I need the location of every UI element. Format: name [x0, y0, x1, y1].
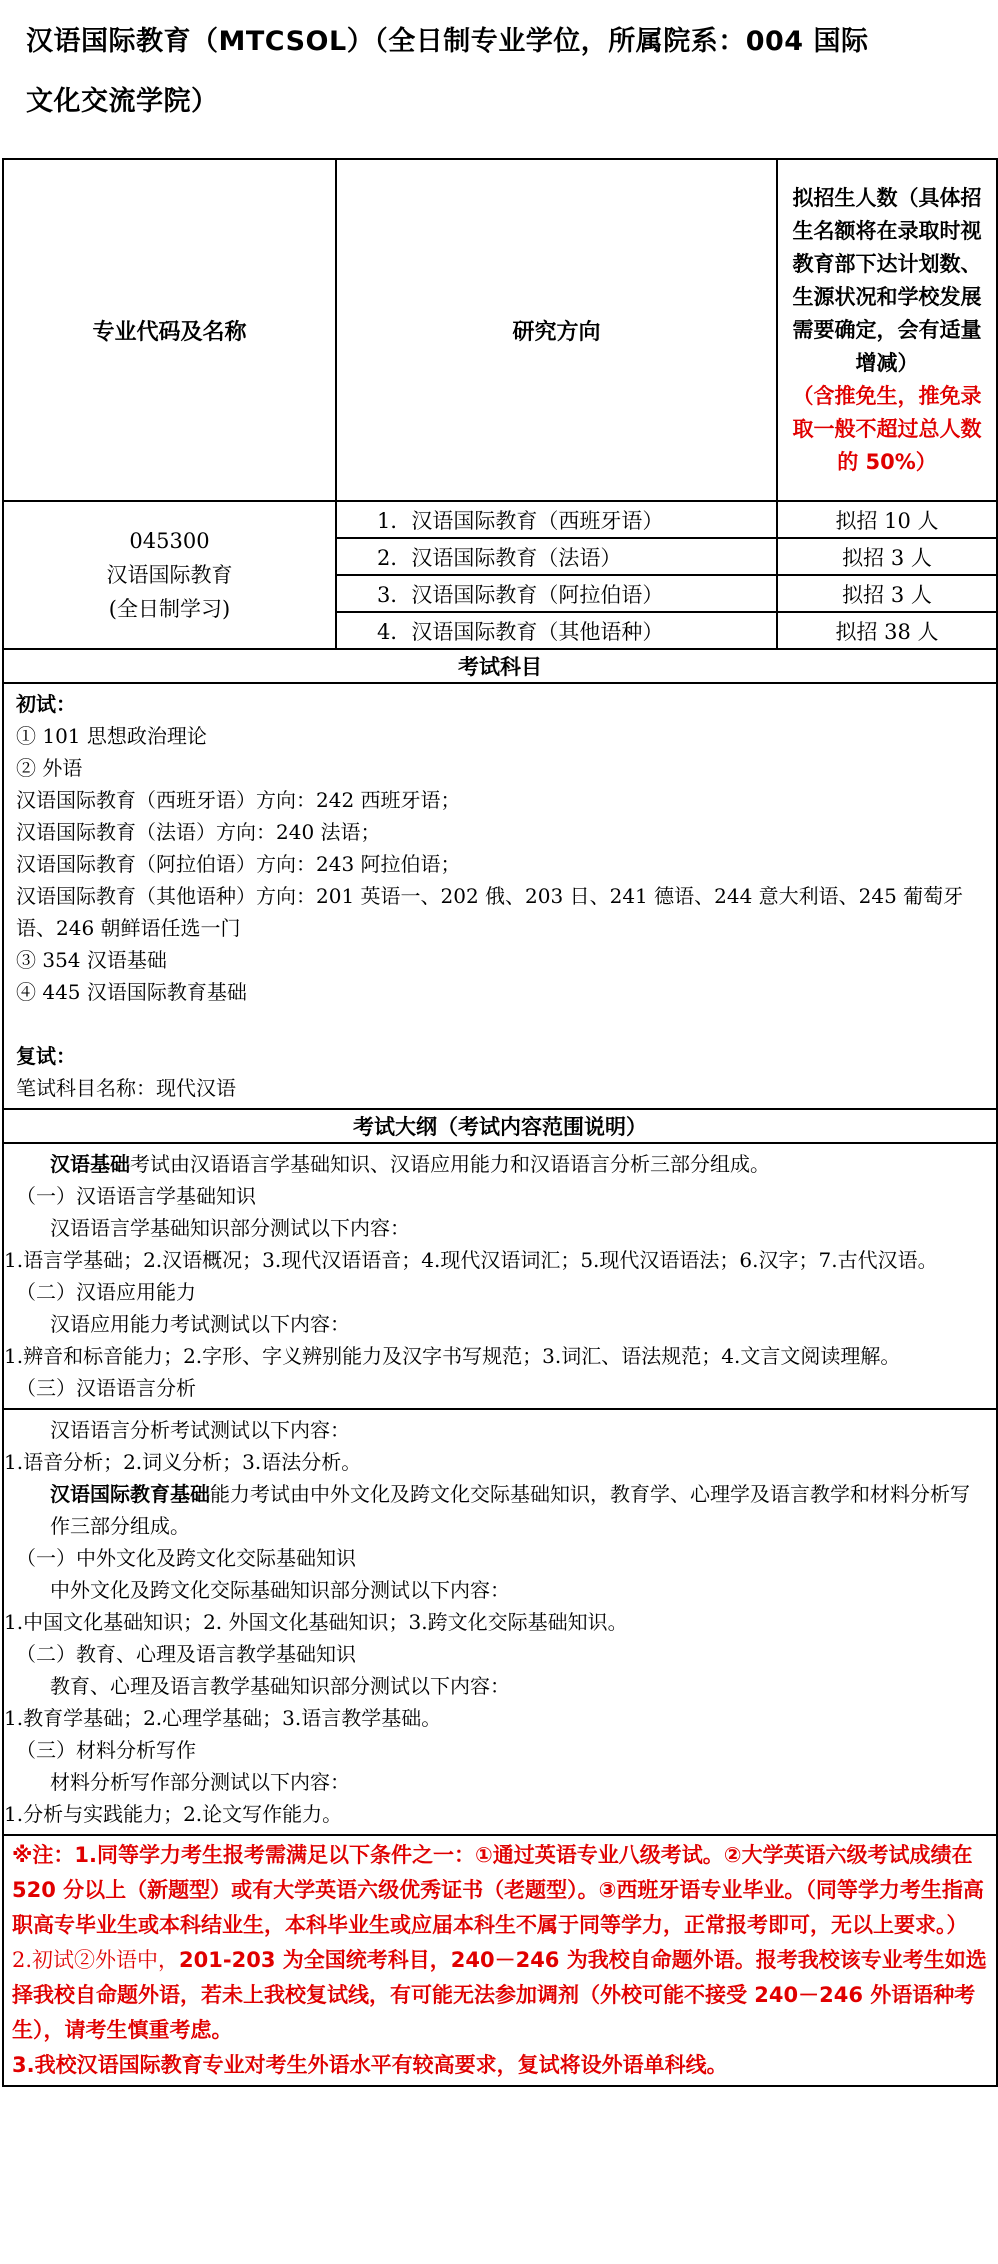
outline-p1-rest: 考试由汉语语言学基础知识、汉语应用能力和汉语语言分析三部分组成。	[130, 1152, 770, 1176]
outline-s3-items: 1.语音分析；2.词义分析；3.语法分析。	[4, 1450, 362, 1474]
note-2-lead: 初试②外语中，	[32, 1948, 180, 1972]
retest-line: 笔试科目名称：现代汉语	[16, 1076, 236, 1100]
direction-quota: 拟招 10 人	[777, 501, 997, 538]
outline-t2-intro: 教育、心理及语言教学基础知识部分测试以下内容：	[50, 1674, 510, 1698]
retest-label: 复试：	[16, 1044, 76, 1068]
outline-s2-items: 1.辨音和标音能力；2.字形、字义辨别能力及汉字书写规范；3.词汇、语法规范；4.文言文阅读理解。	[4, 1344, 901, 1368]
major-mode: (全日制学习)	[108, 597, 231, 621]
outline-p2-bold: 汉语国际教育基础	[50, 1482, 210, 1506]
direction-item: 1．汉语国际教育（西班牙语）	[336, 501, 777, 538]
header-quota	[777, 159, 997, 501]
major-cell	[3, 501, 336, 649]
outline-t3-items: 1.分析与实践能力；2.论文写作能力。	[4, 1802, 343, 1826]
header-direction: 研究方向	[336, 159, 777, 501]
note-2-num: 2.	[12, 1948, 33, 1972]
note-3: 3.我校汉语国际教育专业对考生外语水平有较高要求，复试将设外语单科线。	[12, 2053, 728, 2077]
outline-s1-intro: 汉语语言学基础知识部分测试以下内容：	[50, 1216, 410, 1240]
exam-line: 汉语国际教育（法语）方向：240 法语；	[16, 820, 381, 844]
exam-line: ④ 445 汉语国际教育基础	[16, 980, 247, 1004]
direction-quota: 拟招 38 人	[777, 612, 997, 649]
header-quota-text: 拟招生人数（具体招生名额将在录取时视教育部下达计划数、生源状况和学校发展需要确定，会有适量增减）	[792, 185, 982, 375]
direction-quota: 拟招 3 人	[777, 538, 997, 575]
outline-t2: （二）教育、心理及语言教学基础知识	[16, 1642, 356, 1666]
prelim-label: 初试：	[16, 692, 76, 716]
direction-item: 3．汉语国际教育（阿拉伯语）	[336, 575, 777, 612]
exam-subjects-block	[3, 683, 997, 1109]
outline-s1-items: 1.语言学基础；2.汉语概况；3.现代汉语语音；4.现代汉语词汇；5.现代汉语语法；6.汉字；7.古代汉语。	[4, 1248, 938, 1272]
exam-subjects-heading: 考试科目	[3, 649, 997, 683]
outline-t1-items: 1.中国文化基础知识；2. 外国文化基础知识；3.跨文化交际基础知识。	[4, 1610, 628, 1634]
outline-s2: （二）汉语应用能力	[16, 1280, 196, 1304]
direction-item: 2．汉语国际教育（法语）	[336, 538, 777, 575]
outline-t2-items: 1.教育学基础；2.心理学基础；3.语言教学基础。	[4, 1706, 442, 1730]
note-1: ※注：1.同等学力考生报考需满足以下条件之一：①通过英语专业八级考试。②大学英语六级考试成绩在 520 分以上（新题型）或有大学英语六级优秀证书（老题型）。③西班牙语专业毕业。（同等学力考生指高职高专毕业生或本科结业生，本科毕业生或应届本科生不属于同等学力，正常报考即可，无以上要求。）	[12, 1843, 984, 1937]
exam-line: 汉语国际教育（其他语种）方向：201 英语一、202 俄、203 日、241 德语、244 意大利语、245 葡萄牙语、246 朝鲜语任选一门	[16, 884, 964, 940]
outline-p1-bold: 汉语基础	[50, 1152, 130, 1176]
exam-line: ③ 354 汉语基础	[16, 948, 167, 972]
admission-table	[2, 158, 996, 2087]
note-2	[12, 1943, 988, 2048]
title-line-1: 汉语国际教育（MTCSOL）（全日制专业学位，所属院系：004 国际	[26, 26, 869, 57]
outline-t3-intro: 材料分析写作部分测试以下内容：	[50, 1770, 350, 1794]
outline-s1: （一）汉语语言学基础知识	[16, 1184, 256, 1208]
outline-block-2	[3, 1409, 997, 1835]
header-quota-note: （含推免生，推免录取一般不超过总人数的 50%）	[792, 383, 982, 474]
title-line-2: 文化交流学院）	[26, 86, 219, 117]
note-2-body: 201-203 为全国统考科目，240－246 为我校自命题外语。报考我校该专业考生如选择我校自命题外语，若未上我校复试线，有可能无法参加调剂（外校可能不接受 240－246 外语语种考生），请考生慎重考虑。	[12, 1948, 987, 2042]
outline-t1: （一）中外文化及跨文化交际基础知识	[16, 1546, 356, 1570]
outline-s2-intro: 汉语应用能力考试测试以下内容：	[50, 1312, 350, 1336]
outline-p2-rest: 能力考试由中外文化及跨文化交际基础知识，教育学、心理学及语言教学和材料分析写作三部分组成。	[50, 1482, 970, 1538]
exam-line: 汉语国际教育（阿拉伯语）方向：243 阿拉伯语；	[16, 852, 461, 876]
outline-s3-intro: 汉语语言分析考试测试以下内容：	[50, 1418, 350, 1442]
outline-t3: （三）材料分析写作	[16, 1738, 196, 1762]
direction-item: 4．汉语国际教育（其他语种）	[336, 612, 777, 649]
header-major: 专业代码及名称	[3, 159, 336, 501]
page-title	[0, 0, 998, 132]
outline-block-1	[3, 1143, 997, 1409]
outline-heading: 考试大纲（考试内容范围说明）	[3, 1109, 997, 1143]
outline-t1-intro: 中外文化及跨文化交际基础知识部分测试以下内容：	[50, 1578, 510, 1602]
outline-s3: （三）汉语语言分析	[16, 1376, 196, 1400]
exam-line: ① 101 思想政治理论	[16, 724, 207, 748]
exam-line: 汉语国际教育（西班牙语）方向：242 西班牙语；	[16, 788, 461, 812]
notes-block	[3, 1835, 997, 2086]
major-name: 汉语国际教育	[106, 563, 233, 587]
exam-line: ② 外语	[16, 756, 83, 780]
direction-quota: 拟招 3 人	[777, 575, 997, 612]
major-code: 045300	[129, 529, 210, 553]
